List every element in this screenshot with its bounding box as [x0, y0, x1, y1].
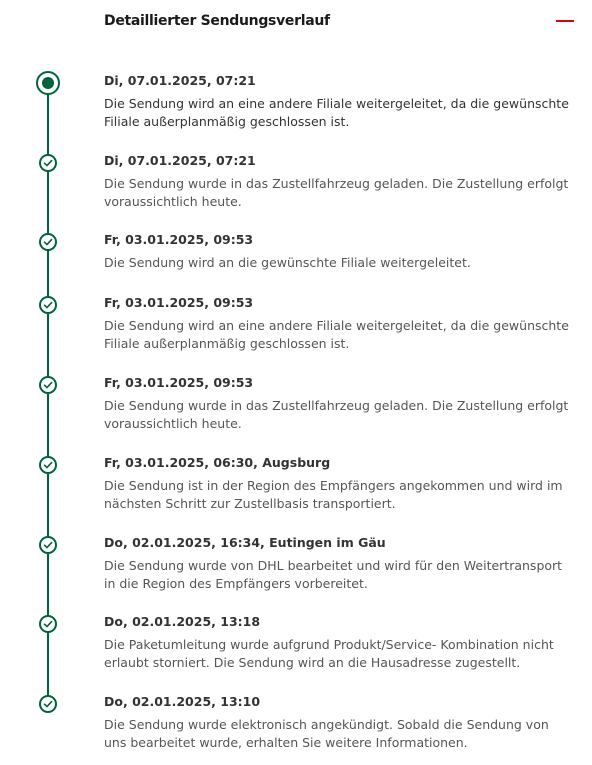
checkmark-icon [39, 296, 57, 314]
event-date: Di, 07.01.2025, 07:21 [104, 73, 256, 88]
event-text: Die Sendung wurde von DHL bearbeitet und wird für den Weitertransport in die Region des Empfängers vorbereitet. [104, 558, 563, 591]
event-date: Do, 02.01.2025, 13:18 [104, 614, 261, 629]
event-text: Die Sendung wird an die gewünschte Filiale weitergeleitet. [104, 255, 471, 270]
event-text: Die Sendung wird an eine andere Filiale weitergeleitet, da die gewünschte Filiale außerplanmäßig geschlossen ist. [104, 96, 569, 129]
event-text: Die Sendung ist in der Region des Empfängers angekommen und wird im nächsten Schritt zur Zustellbasis transportiert. [104, 478, 563, 511]
event-date: Do, 02.01.2025, 13:10 [104, 694, 261, 709]
current-status-dot [42, 77, 54, 89]
checkmark-icon [39, 695, 57, 713]
event-date: Fr, 03.01.2025, 09:53 [104, 232, 254, 247]
checkmark-icon [39, 376, 57, 394]
checkmark-icon [39, 456, 57, 474]
checkmark-icon [39, 615, 57, 633]
event-date: Fr, 03.01.2025, 09:53 [104, 295, 254, 310]
event-date: Do, 02.01.2025, 16:34, Eutingen im Gäu [104, 535, 386, 550]
event-text: Die Sendung wird an eine andere Filiale weitergeleitet, da die gewünschte Filiale außerplanmäßig geschlossen ist. [104, 318, 569, 351]
checkmark-icon [39, 154, 57, 172]
event-date: Di, 07.01.2025, 07:21 [104, 153, 256, 168]
event-date: Fr, 03.01.2025, 09:53 [104, 375, 254, 390]
event-text: Die Sendung wurde in das Zustellfahrzeug geladen. Die Zustellung erfolgt voraussichtlich heute. [104, 176, 569, 209]
event-text: Die Paketumleitung wurde aufgrund Produkt/Service- Kombination nicht erlaubt storniert. Die Sendung wird an die Hausadresse zugestellt. [104, 637, 554, 670]
current-status-icon [36, 71, 60, 95]
checkmark-icon [39, 536, 57, 554]
event-date: Fr, 03.01.2025, 06:30, Augsburg [104, 455, 331, 470]
event-text: Die Sendung wurde elektronisch angekündigt. Sobald die Sendung von uns bearbeitet wurde, erhalten Sie weitere Informationen. [104, 717, 549, 750]
history-title: Detaillierter Sendungsverlauf [104, 13, 330, 29]
checkmark-icon [39, 233, 57, 251]
event-text: Die Sendung wurde in das Zustellfahrzeug geladen. Die Zustellung erfolgt voraussichtlich heute. [104, 398, 569, 431]
